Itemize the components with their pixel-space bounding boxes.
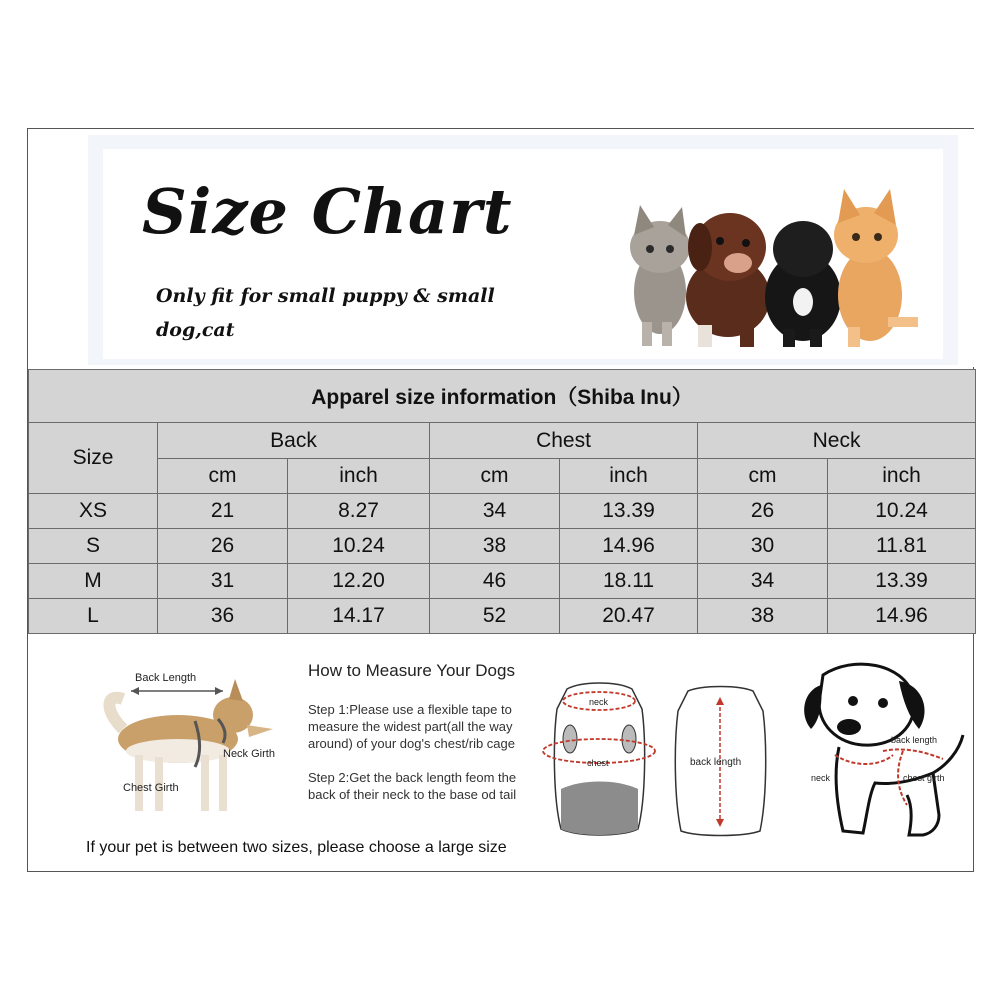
unit-header: cm	[698, 459, 828, 494]
cartoon-back-length-label: back length	[891, 735, 938, 745]
size-table	[28, 369, 976, 634]
orange-kitten-illustration	[834, 189, 918, 347]
unit-header: cm	[158, 459, 288, 494]
value-cell: 26	[158, 529, 288, 564]
dog-back-length-label: Back Length	[135, 672, 197, 684]
table-caption: Apparel size information（Shiba Inu）	[29, 370, 976, 423]
size-chart-card	[27, 128, 974, 872]
value-cell: 20.47	[560, 599, 698, 634]
cartoon-neck-label: neck	[811, 773, 831, 783]
black-puppy-illustration	[765, 221, 841, 347]
size-advice-note: If your pet is between two sizes, please choose a large size	[86, 839, 507, 856]
value-cell: 8.27	[288, 494, 430, 529]
value-cell: 34	[698, 564, 828, 599]
value-cell: 46	[430, 564, 560, 599]
unit-header: cm	[430, 459, 560, 494]
brown-puppy-illustration	[686, 213, 770, 347]
vest-neck-label: neck	[589, 697, 609, 707]
vest-back-length-label: back length	[690, 757, 742, 768]
vest-front-diagram	[542, 679, 657, 839]
value-cell: 12.20	[288, 564, 430, 599]
value-cell: 34	[430, 494, 560, 529]
value-cell: 52	[430, 599, 560, 634]
unit-header: inch	[560, 459, 698, 494]
table-row	[29, 564, 976, 599]
value-cell: 38	[698, 599, 828, 634]
measure-section	[28, 641, 975, 873]
value-cell: 14.17	[288, 599, 430, 634]
value-cell: 13.39	[560, 494, 698, 529]
unit-header: inch	[288, 459, 430, 494]
banner-subtitle: Only fit for small puppy & small dog,cat	[156, 285, 495, 341]
vest-back-diagram	[668, 683, 773, 838]
size-cell: M	[29, 564, 158, 599]
table-row	[29, 599, 976, 634]
value-cell: 14.96	[828, 599, 976, 634]
value-cell: 14.96	[560, 529, 698, 564]
value-cell: 11.81	[828, 529, 976, 564]
neck-group-header: Neck	[698, 423, 976, 459]
table-row	[29, 494, 976, 529]
value-cell: 18.11	[560, 564, 698, 599]
back-group-header: Back	[158, 423, 430, 459]
size-column-header: Size	[29, 423, 158, 494]
value-cell: 10.24	[288, 529, 430, 564]
size-cell: S	[29, 529, 158, 564]
table-row	[29, 529, 976, 564]
pets-photo	[598, 177, 928, 352]
size-cell: XS	[29, 494, 158, 529]
cartoon-dog-diagram	[783, 655, 968, 855]
value-cell: 30	[698, 529, 828, 564]
shiba-measure-diagram	[83, 659, 303, 829]
value-cell: 31	[158, 564, 288, 599]
value-cell: 38	[430, 529, 560, 564]
value-cell: 21	[158, 494, 288, 529]
step-2-text: Step 2:Get the back length feom the back of their neck to the base od tail	[308, 770, 517, 802]
cartoon-chest-girth-label: chest girth	[903, 773, 945, 783]
dog-neck-girth-label: Neck Girth	[223, 748, 275, 760]
size-cell: L	[29, 599, 158, 634]
header-banner	[58, 129, 975, 367]
vest-chest-label: chest	[587, 758, 609, 768]
measure-title: How to Measure Your Dogs	[308, 661, 515, 680]
value-cell: 10.24	[828, 494, 976, 529]
chest-group-header: Chest	[430, 423, 698, 459]
unit-header: inch	[828, 459, 976, 494]
dog-chest-girth-label: Chest Girth	[123, 782, 179, 794]
value-cell: 36	[158, 599, 288, 634]
step-1-text: Step 1:Please use a flexible tape to measure the widest part(all the way around) of your dog's chest/rib cage	[308, 702, 515, 751]
value-cell: 13.39	[828, 564, 976, 599]
grey-kitten-illustration	[630, 205, 690, 346]
value-cell: 26	[698, 494, 828, 529]
page-title: Size Chart	[142, 175, 513, 248]
